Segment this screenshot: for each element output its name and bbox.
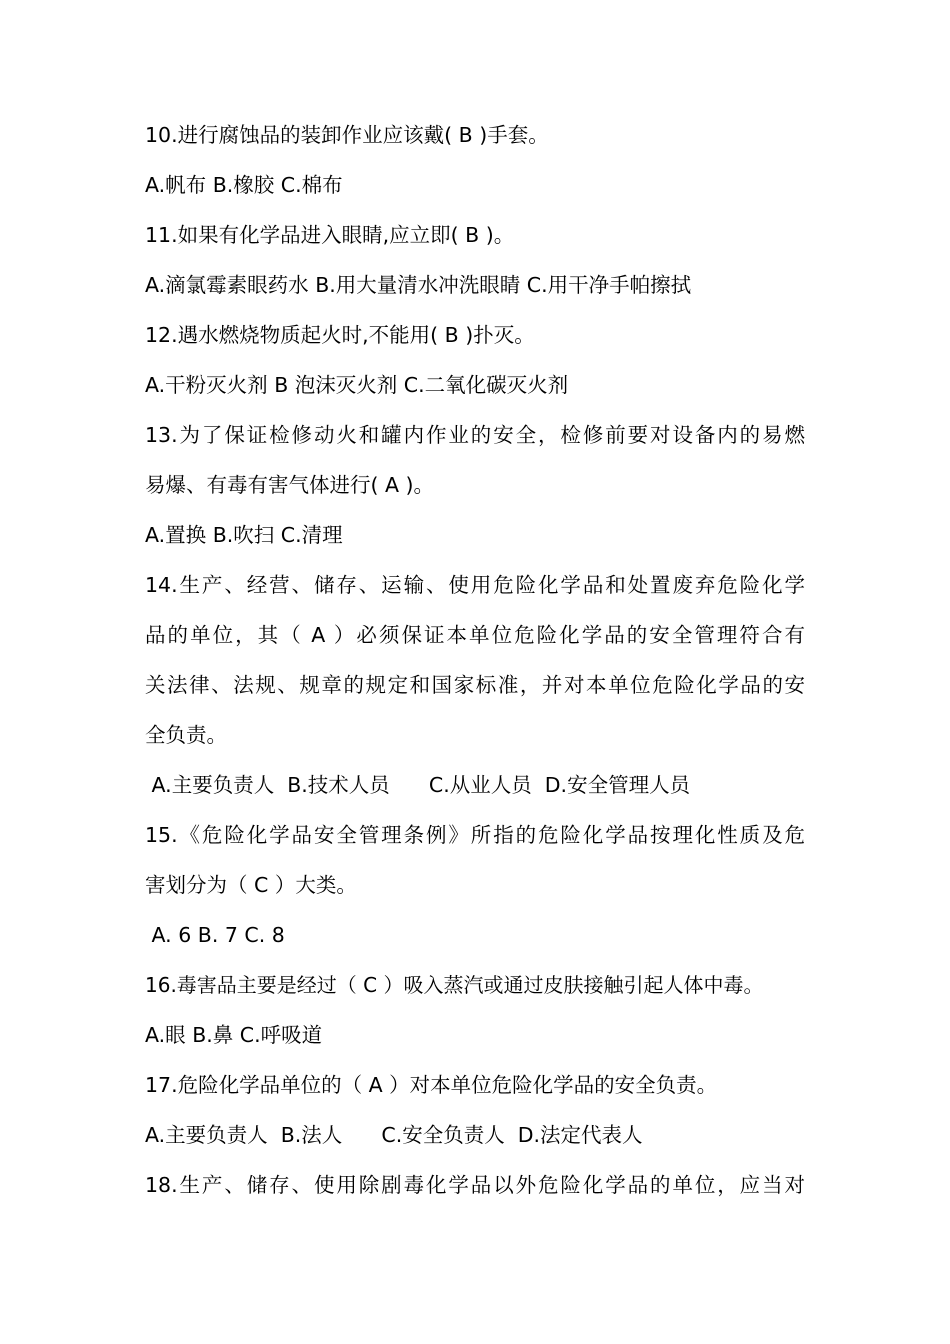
question-13-line-1: 13.为了保证检修动火和罐内作业的安全，检修前要对设备内的易燃 (145, 423, 805, 447)
question-13-line-2: 易爆、有毒有害气体进行( A )。 (145, 473, 435, 497)
question-12: 12.遇水燃烧物质起火时,不能用( B )扑灭。 (145, 323, 535, 347)
question-10: 10.进行腐蚀品的装卸作业应该戴( B )手套。 (145, 123, 549, 147)
question-12-options: A.干粉灭火剂 B 泡沫灭火剂 C.二氧化碳灭火剂 (145, 373, 569, 397)
question-14-line-3: 关法律、法规、规章的规定和国家标准，并对本单位危险化学品的安 (145, 673, 805, 697)
question-10-options: A.帆布 B.橡胶 C.棉布 (145, 173, 343, 197)
question-18-line-1: 18.生产、储存、使用除剧毒化学品以外危险化学品的单位，应当对 (145, 1173, 805, 1197)
question-16-options: A.眼 B.鼻 C.呼吸道 (145, 1023, 323, 1047)
question-15-options: A. 6 B. 7 C. 8 (145, 923, 285, 947)
question-15-line-2: 害划分为（ C ）大类。 (145, 873, 357, 897)
question-14-line-2: 品的单位，其（ A ）必须保证本单位危险化学品的安全管理符合有 (145, 623, 805, 647)
question-17: 17.危险化学品单位的（ A ）对本单位危险化学品的安全负责。 (145, 1073, 718, 1097)
question-11: 11.如果有化学品进入眼睛,应立即( B )。 (145, 223, 515, 247)
question-14-line-1: 14.生产、经营、储存、运输、使用危险化学品和处置废弃危险化学 (145, 573, 805, 597)
question-16: 16.毒害品主要是经过（ C ）吸入蒸汽或通过皮肤接触引起人体中毒。 (145, 973, 764, 997)
question-13-options: A.置换 B.吹扫 C.清理 (145, 523, 343, 547)
question-14-options: A.主要负责人 B.技术人员 C.从业人员 D.安全管理人员 (145, 773, 691, 797)
question-14-line-4: 全负责。 (145, 723, 227, 747)
question-15-line-1: 15.《危险化学品安全管理条例》所指的危险化学品按理化性质及危 (145, 823, 805, 847)
question-11-options: A.滴氯霉素眼药水 B.用大量清水冲洗眼睛 C.用干净手帕擦拭 (145, 273, 692, 297)
question-17-options: A.主要负责人 B.法人 C.安全负责人 D.法定代表人 (145, 1123, 643, 1147)
